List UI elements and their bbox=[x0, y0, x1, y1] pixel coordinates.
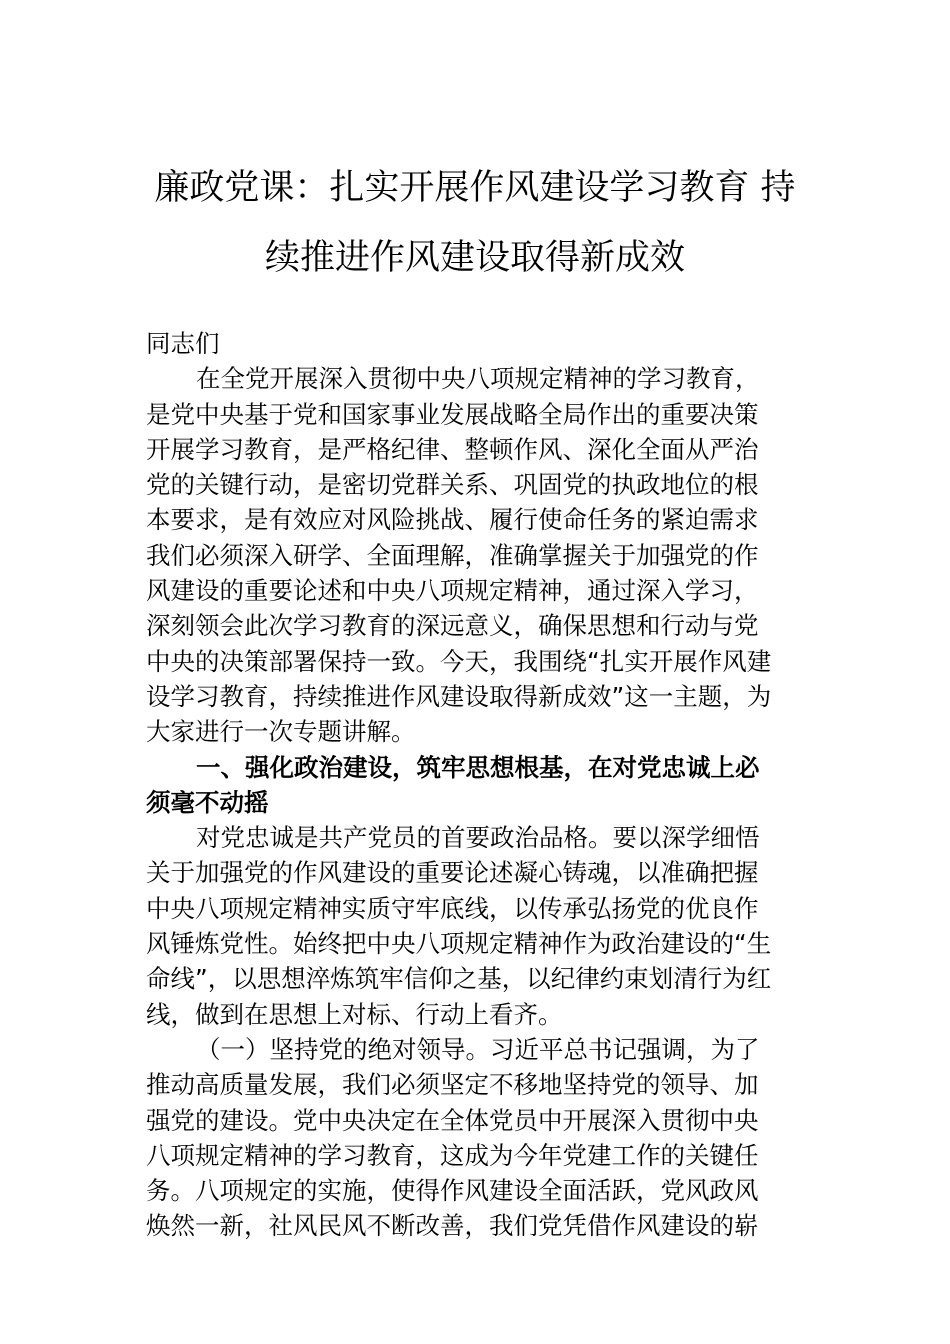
body-line: 设学习教育，持续推进作风建设取得新成效”这一主题，为 bbox=[146, 681, 772, 711]
body-line: 焕然一新，社风民风不断改善，我们党凭借作风建设的崭 bbox=[146, 1211, 759, 1241]
body-line: 深刻领会此次学习教育的深远意义，确保思想和行动与党 bbox=[146, 611, 759, 641]
body-line: 党的关键行动，是密切党群关系、巩固党的执政地位的根 bbox=[146, 470, 759, 500]
body-line: 中央八项规定精神实质守牢底线，以传承弘扬党的优良作 bbox=[146, 893, 759, 923]
document-title-line-1: 廉政党课：扎实开展作风建设学习教育 持 bbox=[154, 168, 796, 208]
body-line: 大家进行一次专题讲解。 bbox=[146, 717, 416, 747]
section-heading: 须毫不动摇 bbox=[146, 787, 269, 817]
body-line: 风锤炼党性。始终把中央八项规定精神作为政治建设的“生 bbox=[146, 929, 772, 959]
body-line: 线，做到在思想上对标、行动上看齐。 bbox=[146, 999, 563, 1029]
document-title-line-2: 续推进作风建设取得新成效 bbox=[264, 238, 685, 278]
body-line: 在全党开展深入贯彻中央八项规定精神的学习教育， bbox=[196, 364, 760, 394]
body-line: 风建设的重要论述和中央八项规定精神，通过深入学习， bbox=[146, 576, 759, 606]
body-line: 关于加强党的作风建设的重要论述凝心铸魂，以准确把握 bbox=[146, 858, 759, 888]
body-line: 对党忠诚是共产党员的首要政治品格。要以深学细悟 bbox=[196, 823, 760, 853]
body-line: 命线”，以思想淬炼筑牢信仰之基，以纪律约束划清行为红 bbox=[146, 964, 772, 994]
body-line: 中央的决策部署保持一致。今天，我围绕“扎实开展作风建 bbox=[146, 646, 772, 676]
salutation: 同志们 bbox=[146, 329, 220, 358]
document-body bbox=[146, 326, 806, 1244]
body-line: 务。八项规定的实施，使得作风建设全面活跃，党风政风 bbox=[146, 1176, 759, 1206]
body-line: 八项规定精神的学习教育，这成为今年党建工作的关键任 bbox=[146, 1140, 759, 1170]
section-heading: 一、强化政治建设，筑牢思想根基，在对党忠诚上必 bbox=[196, 752, 760, 782]
body-line: 推动高质量发展，我们必须坚定不移地坚持党的领导、加 bbox=[146, 1070, 759, 1100]
body-line: 是党中央基于党和国家事业发展战略全局作出的重要决策 bbox=[146, 399, 759, 429]
body-line: 强党的建设。党中央决定在全体党员中开展深入贯彻中央 bbox=[146, 1105, 759, 1135]
body-line: 我们必须深入研学、全面理解，准确掌握关于加强党的作 bbox=[146, 540, 759, 570]
subsection-line: （一）坚持党的绝对领导。习近平总书记强调，为了 bbox=[196, 1034, 760, 1064]
body-line: 开展学习教育，是严格纪律、整顿作风、深化全面从严治 bbox=[146, 434, 759, 464]
body-line: 本要求，是有效应对风险挑战、履行使命任务的紧迫需求 bbox=[146, 505, 759, 535]
